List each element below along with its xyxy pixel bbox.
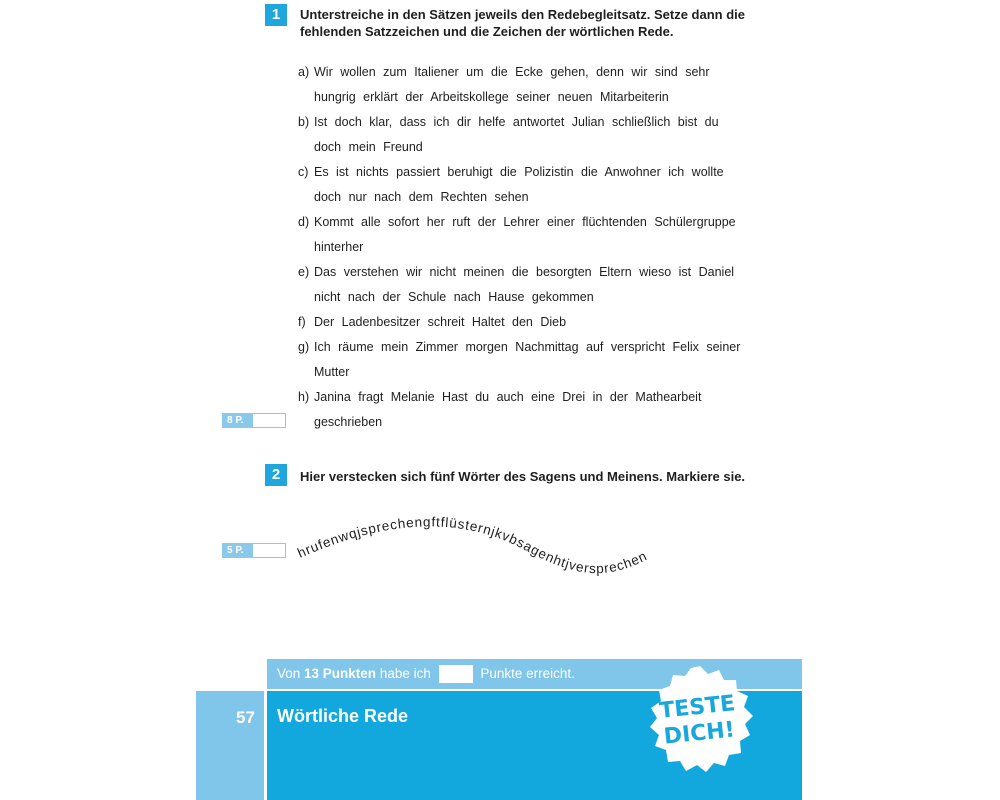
- item-line: Mutter: [314, 365, 350, 379]
- letter-snake-text: [295, 514, 649, 576]
- list-item: [298, 385, 743, 435]
- item-line: Der Ladenbesitzer schreit Haltet den Dieb: [314, 315, 567, 329]
- page-number: 57: [236, 708, 255, 727]
- score-text-after: Punkte erreicht.: [480, 666, 575, 681]
- badge-text-line-1: TESTE: [658, 691, 737, 724]
- item-text: [314, 160, 743, 210]
- item-text: [314, 310, 743, 335]
- item-text: [314, 210, 743, 260]
- task-2-points-box: [222, 543, 286, 558]
- teste-dich-badge: [640, 662, 760, 782]
- task-2-instruction: Hier verstecken sich fünf Wörter des Sagens und Meinens. Markiere sie.: [300, 469, 746, 484]
- task-2-points-field[interactable]: [253, 544, 285, 557]
- task-1-points-box: [222, 413, 286, 428]
- item-letter: g): [298, 340, 310, 354]
- list-item: [298, 335, 743, 385]
- chapter-title: Wörtliche Rede: [277, 706, 409, 726]
- letter-snake-puzzle[interactable]: [290, 500, 710, 590]
- score-text-before: Von: [277, 666, 305, 681]
- letter-snake-path-text: hrufenwqjsprechengftflüsternjkvbsagenhtjversprechen: [295, 514, 650, 577]
- item-line: Das verstehen wir nicht meinen die besorgten Eltern wieso ist Daniel: [314, 265, 735, 279]
- item-text: [314, 335, 743, 385]
- item-line: doch mein Freund: [314, 140, 423, 154]
- task-1-instruction-line-2: fehlenden Satzzeichen und die Zeichen der wörtlichen Rede.: [300, 24, 674, 39]
- sentence-list: [298, 60, 743, 435]
- item-line: nicht nach der Schule nach Hause gekommen: [314, 290, 594, 304]
- task-1-points-label: 8 P.: [223, 414, 253, 427]
- item-letter: e): [298, 265, 310, 279]
- list-item: [298, 60, 743, 110]
- item-text: [314, 385, 743, 435]
- item-line: Ist doch klar, dass ich dir helfe antwortet Julian schließlich bist du: [314, 115, 719, 129]
- score-total: 13 Punkten: [304, 666, 377, 681]
- badge-text-line-2: DICH!: [662, 717, 736, 750]
- item-letter: d): [298, 215, 310, 229]
- item-line: doch nur nach dem Rechten sehen: [314, 190, 529, 204]
- score-text-middle: habe ich: [376, 666, 431, 681]
- task-2-points-label: 5 P.: [223, 544, 253, 557]
- item-line: Kommt alle sofort her ruft der Lehrer einer flüchtenden Schülergruppe: [314, 215, 736, 229]
- task-2-number: 2: [265, 464, 287, 486]
- score-sentence: [277, 659, 575, 689]
- item-line: Wir wollen zum Italiener um die Ecke gehen, denn wir sind sehr: [314, 65, 710, 79]
- item-letter: a): [298, 65, 310, 79]
- list-item: [298, 160, 743, 210]
- item-letter: c): [298, 165, 309, 179]
- item-text: [314, 60, 743, 110]
- task-1-instruction-line-1: Unterstreiche in den Sätzen jeweils den Redebegleitsatz. Setze dann die: [300, 7, 746, 22]
- item-letter: f): [298, 315, 306, 329]
- task-1-points-field[interactable]: [253, 414, 285, 427]
- item-letter: b): [298, 115, 310, 129]
- item-line: Es ist nichts passiert beruhigt die Polizistin die Anwohner ich wollte: [314, 165, 724, 179]
- item-text: [314, 110, 743, 160]
- score-input-field[interactable]: [439, 665, 473, 683]
- task-1-number: 1: [265, 4, 287, 26]
- list-item: [298, 260, 743, 310]
- item-line: Janina fragt Melanie Hast du auch eine Drei in der Mathearbeit: [314, 390, 702, 404]
- task-1-instruction: [300, 6, 745, 40]
- list-item: [298, 110, 743, 160]
- list-item: [298, 310, 743, 335]
- item-line: Ich räume mein Zimmer morgen Nachmittag auf verspricht Felix seiner: [314, 340, 741, 354]
- list-item: [298, 210, 743, 260]
- item-letter: h): [298, 390, 310, 404]
- item-line: geschrieben: [314, 415, 383, 429]
- item-text: [314, 260, 743, 310]
- item-line: hungrig erklärt der Arbeitskollege seiner neuen Mitarbeiterin: [314, 90, 669, 104]
- item-line: hinterher: [314, 240, 364, 254]
